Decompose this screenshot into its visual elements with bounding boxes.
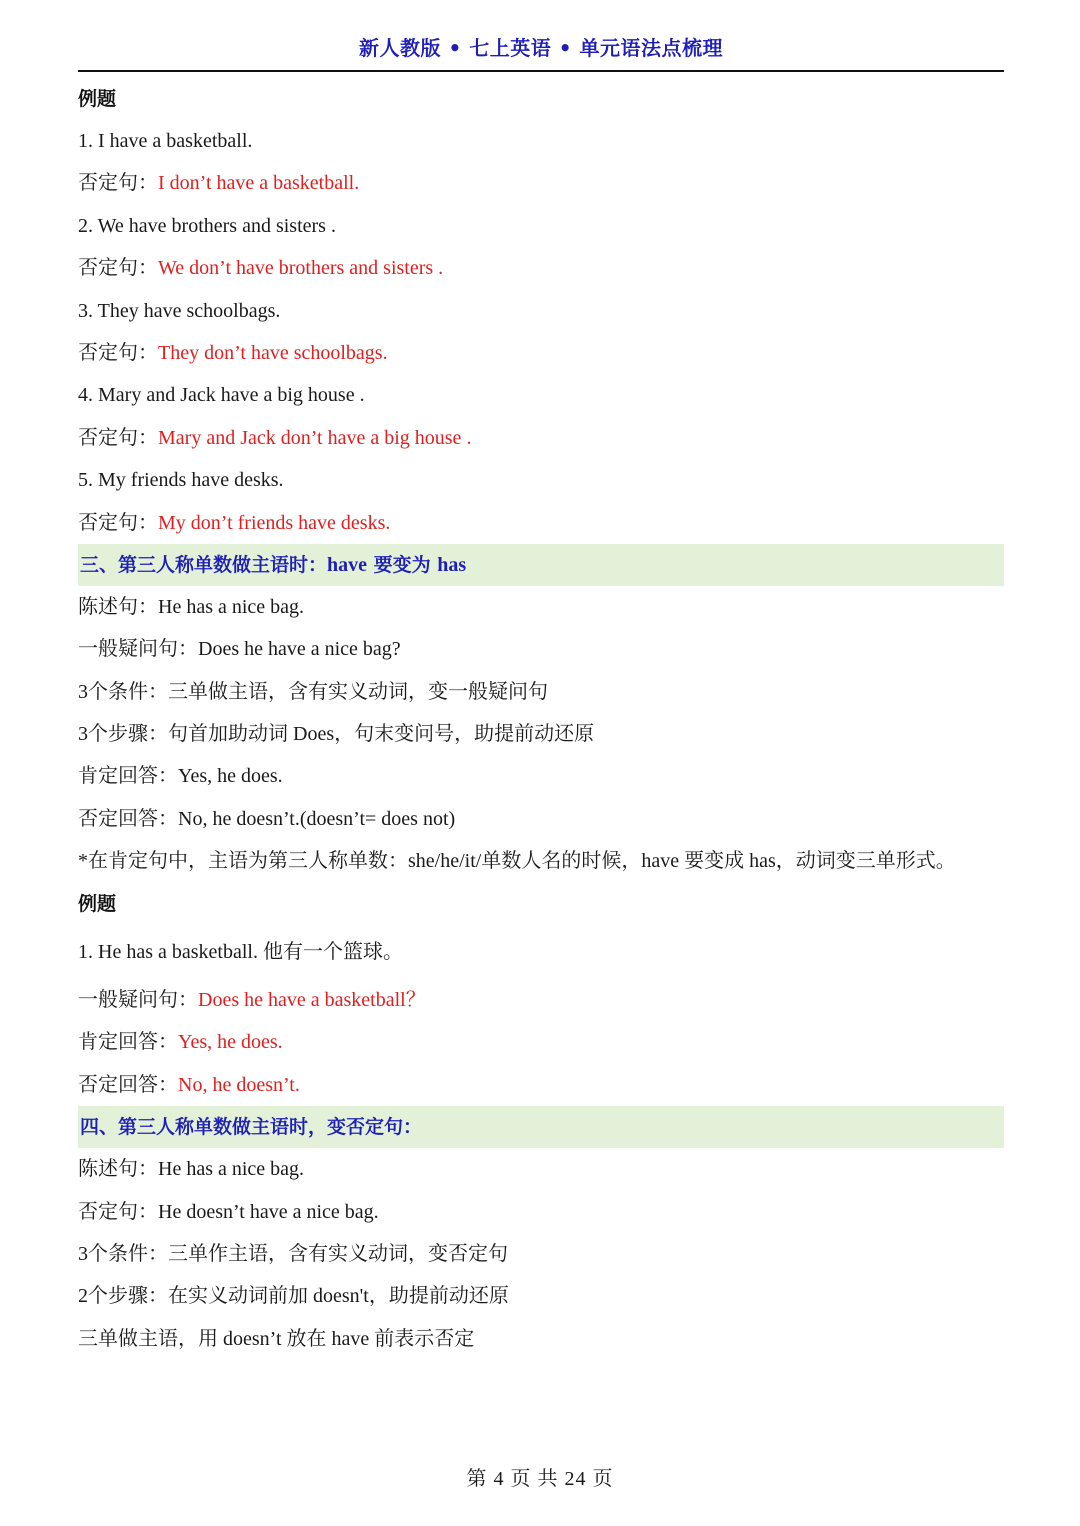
question-line: 一般疑问句：Does he have a nice bag? bbox=[78, 638, 401, 661]
negative-line-2 bbox=[78, 247, 1004, 289]
negative-answer-line: 否定回答：No, he doesn’t.(doesn’t= does not) bbox=[78, 807, 456, 830]
statement-line: 陈述句：He has a nice bag. bbox=[78, 595, 305, 618]
negative-label: 否定句： bbox=[78, 172, 158, 195]
no-answer: No, he doesn’t. bbox=[178, 1073, 300, 1096]
negative-label: 否定句： bbox=[78, 257, 158, 280]
yes-label: 肯定回答： bbox=[78, 1031, 178, 1054]
negative-answer: We don’t have brothers and sisters . bbox=[158, 257, 444, 280]
section-heading-mid: 要变为 bbox=[367, 553, 438, 576]
page-header bbox=[78, 28, 1004, 72]
question-label: 一般疑问句： bbox=[78, 989, 198, 1012]
example-no-line bbox=[78, 1064, 1004, 1106]
negative-answer: I don’t have a basketball. bbox=[158, 172, 360, 195]
question-answer: Does he have a basketball？ bbox=[198, 989, 426, 1012]
section-heading-3 bbox=[78, 544, 1004, 586]
example-question-line bbox=[78, 979, 1004, 1021]
example-heading-1: 例题 bbox=[78, 88, 117, 110]
negative-label: 否定句： bbox=[78, 511, 158, 534]
negative-label: 否定句： bbox=[78, 341, 158, 364]
section-heading-cn: 三、第三人称单数做主语时： bbox=[80, 553, 328, 576]
positive-answer-line: 肯定回答：Yes, he does. bbox=[78, 765, 283, 788]
example-sentence-3: 3. They have schoolbags. bbox=[78, 299, 281, 322]
example-has-sentence: 1. He has a basketball. 他有一个篮球。 bbox=[78, 940, 403, 963]
s4-negative-line: 否定句：He doesn’t have a nice bag. bbox=[78, 1200, 379, 1223]
s4-statement-line: 陈述句：He has a nice bag. bbox=[78, 1158, 305, 1181]
example-yes-line bbox=[78, 1021, 1004, 1063]
s4-rule-line: 三单做主语，用 doesn’t 放在 have 前表示否定 bbox=[78, 1327, 475, 1350]
negative-line-3 bbox=[78, 332, 1004, 374]
negative-answer: Mary and Jack don’t have a big house . bbox=[158, 426, 472, 449]
negative-line-5 bbox=[78, 502, 1004, 544]
yes-answer: Yes, he does. bbox=[178, 1031, 283, 1054]
steps-line: 3个步骤：句首加助动词 Does，句末变问号，助提前动还原 bbox=[78, 723, 595, 746]
example-sentence-1: 1. I have a basketball. bbox=[78, 130, 253, 152]
s4-steps-line: 2个步骤：在实义动词前加 doesn't，助提前动还原 bbox=[78, 1285, 509, 1308]
negative-answer: They don’t have schoolbags. bbox=[158, 341, 388, 364]
section-heading-4: 四、第三人称单数做主语时，变否定句： bbox=[78, 1106, 1004, 1148]
example-sentence-5: 5. My friends have desks. bbox=[78, 469, 284, 492]
negative-label: 否定句： bbox=[78, 426, 158, 449]
example-sentence-4: 4. Mary and Jack have a big house . bbox=[78, 384, 365, 407]
example-heading-2: 例题 bbox=[78, 892, 117, 915]
s4-conditions-line: 3个条件：三单作主语，含有实义动词，变否定句 bbox=[78, 1243, 508, 1265]
section-heading-has: has bbox=[437, 553, 467, 576]
example-sentence-2: 2. We have brothers and sisters . bbox=[78, 214, 336, 237]
negative-answer: My don’t friends have desks. bbox=[158, 511, 391, 534]
conditions-line: 3个条件：三单做主语，含有实义动词，变一般疑问句 bbox=[78, 680, 548, 703]
section-heading-have: have bbox=[327, 553, 368, 576]
header-title: 新人教版 • 七上英语 • 单元语法点梳理 bbox=[359, 36, 723, 60]
negative-line-1 bbox=[78, 162, 1004, 204]
page-content bbox=[78, 78, 1004, 1360]
no-label: 否定回答： bbox=[78, 1073, 178, 1096]
third-person-note: *在肯定句中，主语为第三人称单数：she/he/it/单数人名的时候，have 要变成 has，动词变三单形式。 bbox=[78, 850, 956, 873]
negative-line-4 bbox=[78, 417, 1004, 459]
page-number: 第 4 页 共 24 页 bbox=[466, 1468, 614, 1490]
